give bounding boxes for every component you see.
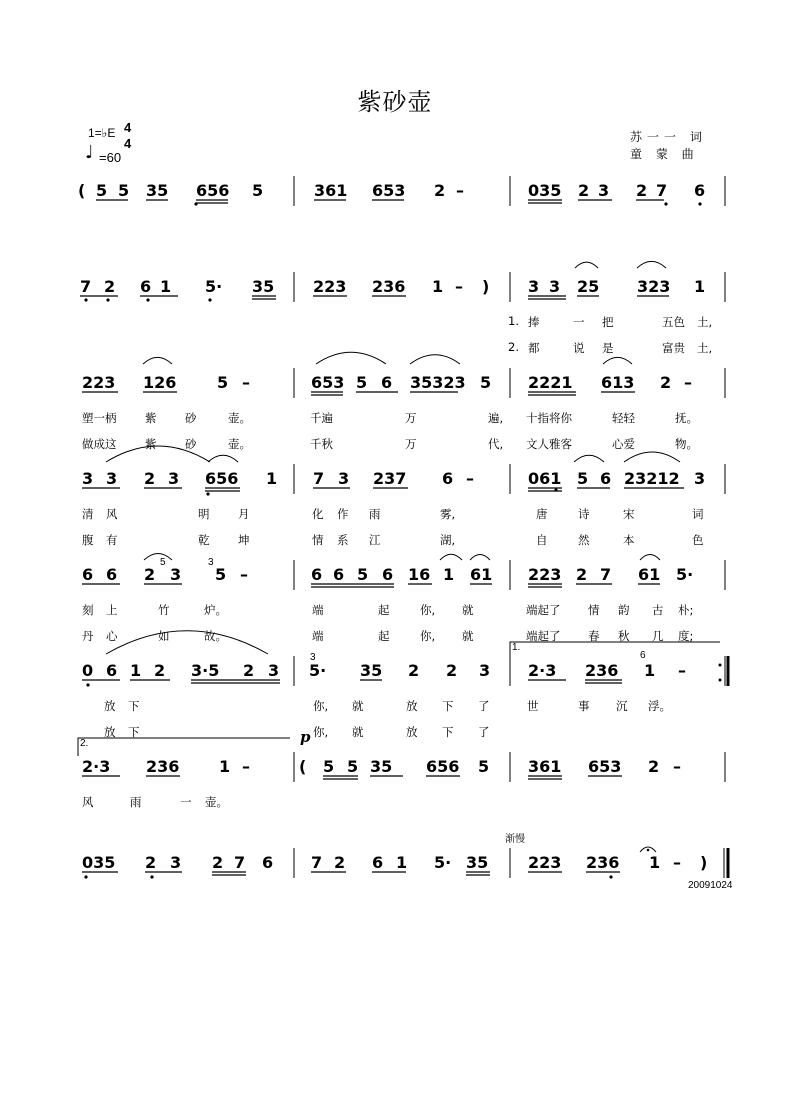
- note-s6-0: 2·3: [82, 757, 111, 776]
- lyric-s2-v0-4: 千遍: [310, 411, 333, 425]
- note-s1-9: –: [455, 277, 463, 296]
- fermata-dot: [647, 849, 650, 852]
- lyric-s5-v0-5: 下: [442, 699, 454, 713]
- lyric-s5-v0-1: 下: [128, 699, 140, 713]
- lyric-s2-v0-7: 十指将你: [526, 411, 572, 425]
- grace-note-3: 6: [640, 650, 646, 661]
- note-s7-0: 035: [82, 853, 116, 872]
- note-s6-7: 35: [370, 757, 393, 776]
- lyric-s2-v0-3: 壶。: [228, 411, 251, 425]
- volta-first-ending: 1.: [512, 642, 521, 653]
- grace-note-2: 3: [310, 652, 316, 663]
- lyric-s1-v0-0: 1.: [508, 314, 519, 328]
- note-s0-11: 2: [578, 181, 590, 200]
- note-s2-12: –: [684, 373, 692, 392]
- note-s0-15: 6: [694, 181, 706, 200]
- note-s1-7: 236: [372, 277, 406, 296]
- tempo-marking: =60: [99, 150, 122, 165]
- note-s1-13: 25: [577, 277, 600, 296]
- lyric-s4-v1-6: 你,: [420, 629, 436, 643]
- lyric-s4-v1-9: 春: [588, 629, 600, 643]
- note-s5-9: 2: [408, 661, 420, 680]
- lyric-s4-v1-2: 如: [158, 629, 170, 643]
- lyric-s6-v0-1: 雨: [130, 795, 142, 809]
- lyric-s4-v0-11: 古: [652, 603, 664, 617]
- octave-dot-8: [554, 488, 557, 491]
- lyric-s3-v0-3: 月: [238, 507, 250, 521]
- lyric-s3-v1-2: 乾: [198, 533, 210, 547]
- note-s4-6: 6: [311, 565, 323, 584]
- note-s4-15: 7: [600, 565, 612, 584]
- lyric-s3-v0-4: 化: [312, 507, 324, 521]
- note-s0-4: 656: [196, 181, 230, 200]
- note-s7-9: 1: [396, 853, 408, 872]
- octave-dot-10: [609, 875, 612, 878]
- lyric-s6-v0-0: 风: [82, 795, 94, 809]
- lyric-s3-v1-7: 湖,: [440, 533, 456, 547]
- lyric-s3-v1-10: 本: [623, 533, 635, 547]
- note-s6-8: 656: [426, 757, 460, 776]
- lyric-s5-v1-5: 下: [442, 725, 454, 739]
- lyric-s5-v0-3: 就: [352, 699, 364, 713]
- note-s6-1: 236: [146, 757, 180, 776]
- lyric-s4-v0-0: 刻: [82, 603, 94, 617]
- lyric-s2-v1-5: 万: [405, 437, 417, 451]
- lyric-s1-v0-4: 五色: [662, 315, 685, 329]
- note-s1-4: 5·: [205, 277, 223, 296]
- lyric-s2-v1-3: 壶。: [228, 437, 251, 451]
- slur-12: [470, 555, 490, 561]
- note-s4-5: –: [240, 565, 248, 584]
- note-s7-8: 6: [372, 853, 384, 872]
- note-s7-4: 7: [234, 853, 246, 872]
- note-s2-8: 5: [480, 373, 492, 392]
- slur-6: [106, 446, 210, 462]
- lyric-s4-v1-5: 起: [378, 629, 390, 643]
- note-s3-12: 5: [577, 469, 589, 488]
- note-s4-13: 223: [528, 565, 562, 584]
- lyric-s2-v1-1: 紫: [145, 437, 157, 451]
- lyric-s6-v0-3: 壶。: [205, 795, 228, 809]
- note-s4-10: 16: [408, 565, 431, 584]
- lyric-s4-v1-1: 心: [106, 629, 118, 643]
- note-s6-6: 5: [347, 757, 359, 776]
- note-s2-10: 613: [601, 373, 635, 392]
- lyric-s5-v0-0: 放: [104, 699, 116, 713]
- time-signature-bottom: 4: [124, 136, 132, 151]
- octave-dot-1: [664, 202, 667, 205]
- note-s3-14: 23212: [624, 469, 680, 488]
- note-s2-1: 126: [143, 373, 177, 392]
- note-s6-4: (: [299, 757, 307, 776]
- note-s6-12: 2: [648, 757, 660, 776]
- lyric-s4-v1-3: 故。: [204, 629, 227, 643]
- note-s5-11: 3: [479, 661, 491, 680]
- dynamic-piano: p: [300, 728, 311, 746]
- lyric-s2-v0-0: 塑一柄: [82, 411, 117, 425]
- lyric-s4-v0-1: 上: [106, 603, 118, 617]
- octave-dot-2: [698, 202, 701, 205]
- note-s6-11: 653: [588, 757, 622, 776]
- lyric-s2-v0-8: 轻轻: [612, 411, 635, 425]
- slur-14: [106, 631, 268, 654]
- note-s2-0: 223: [82, 373, 116, 392]
- note-s5-10: 2: [446, 661, 458, 680]
- lyricist-credit: 苏一一 词: [630, 130, 707, 144]
- note-s3-10: –: [466, 469, 474, 488]
- note-s4-2: 2: [144, 565, 156, 584]
- lyric-s2-v1-8: 心爱: [612, 437, 635, 451]
- note-s5-15: –: [678, 661, 686, 680]
- note-s7-13: 236: [586, 853, 620, 872]
- note-s2-11: 2: [660, 373, 672, 392]
- note-s7-1: 2: [145, 853, 157, 872]
- note-s4-14: 2: [576, 565, 588, 584]
- note-s6-10: 361: [528, 757, 562, 776]
- note-s4-1: 6: [106, 565, 118, 584]
- note-s1-5: 35: [252, 277, 275, 296]
- lyric-s3-v1-11: 色: [692, 533, 704, 547]
- lyric-s1-v0-1: 捧: [528, 315, 540, 329]
- note-s7-6: 7: [311, 853, 323, 872]
- slur-4: [410, 355, 460, 364]
- lyric-s1-v1-0: 2.: [508, 340, 519, 354]
- note-s1-6: 223: [313, 277, 347, 296]
- note-s1-3: 1: [160, 277, 172, 296]
- note-s5-12: 2·3: [528, 661, 557, 680]
- note-s2-2: 5: [217, 373, 229, 392]
- lyric-s5-v1-3: 就: [352, 725, 364, 739]
- lyric-s2-v0-1: 紫: [145, 411, 157, 425]
- lyric-s4-v1-11: 几: [652, 629, 664, 643]
- lyric-s3-v0-10: 宋: [623, 507, 635, 521]
- lyric-s4-v0-8: 端起了: [526, 603, 561, 617]
- slur-11: [440, 554, 462, 560]
- octave-dot-9: [86, 683, 89, 686]
- note-s4-12: 61: [470, 565, 493, 584]
- lyric-s4-v0-12: 朴;: [678, 603, 694, 617]
- time-signature-top: 4: [124, 120, 132, 135]
- note-s7-3: 2: [212, 853, 224, 872]
- lyric-s3-v1-8: 自: [536, 533, 548, 547]
- lyric-s2-v1-9: 物。: [675, 437, 698, 451]
- lyric-s3-v0-8: 唐: [536, 507, 548, 521]
- lyric-s4-v0-3: 炉。: [204, 603, 227, 617]
- note-s1-14: 323: [637, 277, 671, 296]
- lyric-s1-v1-1: 都: [528, 341, 540, 355]
- octave-dot-3: [84, 298, 87, 301]
- note-s0-0: (: [78, 181, 86, 200]
- lyric-s4-v0-10: 韵: [618, 603, 630, 617]
- note-s3-1: 3: [106, 469, 118, 488]
- slur-2: [143, 357, 172, 364]
- note-s1-11: 3: [528, 277, 540, 296]
- octave-dot-4: [106, 298, 109, 301]
- lyric-s2-v1-2: 砂: [185, 437, 197, 451]
- lyric-s4-v0-5: 起: [378, 603, 390, 617]
- lyric-s5-v1-2: 你,: [313, 725, 329, 739]
- lyric-s1-v0-3: 把: [602, 315, 614, 329]
- volta-bracket-1: [510, 642, 720, 660]
- lyric-s2-v1-6: 代,: [488, 437, 504, 451]
- lyric-s1-v1-4: 富贵: [662, 341, 685, 355]
- lyric-s5-v0-6: 了: [478, 699, 490, 713]
- note-s3-3: 3: [168, 469, 180, 488]
- lyric-s3-v1-0: 腹: [82, 533, 94, 547]
- note-s1-2: 6: [140, 277, 152, 296]
- octave-dot-0: [194, 202, 197, 205]
- note-s5-14: 1: [644, 661, 656, 680]
- note-s4-8: 5: [357, 565, 369, 584]
- note-s1-1: 2: [104, 277, 116, 296]
- lyric-s2-v0-2: 砂: [185, 411, 197, 425]
- octave-dot-11: [84, 875, 87, 878]
- grace-note-1: 3: [208, 557, 214, 568]
- note-s7-5: 6: [262, 853, 274, 872]
- lyric-s3-v0-1: 风: [106, 507, 118, 521]
- note-s3-0: 3: [82, 469, 94, 488]
- date-stamp: 20091024: [688, 880, 733, 891]
- lyric-s2-v1-0: 做成这: [82, 437, 117, 451]
- lyric-s5-v1-1: 下: [128, 725, 140, 739]
- page-title: 紫砂壶: [357, 88, 433, 116]
- lyric-s3-v0-11: 词: [692, 507, 704, 521]
- lyric-s6-v0-2: 一: [180, 795, 192, 809]
- note-s3-5: 1: [266, 469, 278, 488]
- slur-8: [574, 455, 604, 462]
- octave-dot-12: [150, 875, 153, 878]
- lyric-s3-v0-0: 清: [82, 507, 94, 521]
- slur-10: [144, 554, 172, 561]
- repeat-dot-bottom: [719, 679, 722, 682]
- lyric-s4-v1-12: 度;: [678, 629, 694, 643]
- lyric-s5-v0-7: 世: [527, 699, 539, 713]
- note-s5-1: 6: [106, 661, 118, 680]
- lyric-s4-v1-10: 秋: [618, 629, 630, 643]
- octave-dot-7: [206, 492, 209, 495]
- lyric-s1-v1-3: 是: [602, 341, 614, 355]
- lyric-s4-v1-0: 丹: [82, 629, 94, 643]
- note-s5-13: 236: [585, 661, 619, 680]
- note-s3-4: 656: [205, 469, 239, 488]
- note-s4-11: 1: [443, 565, 455, 584]
- note-s7-2: 3: [170, 853, 182, 872]
- note-s1-15: 1: [694, 277, 706, 296]
- note-s7-11: 35: [466, 853, 489, 872]
- slur-0: [575, 262, 598, 268]
- note-s4-16: 61: [638, 565, 661, 584]
- note-s7-15: –: [673, 853, 681, 872]
- lyric-s3-v0-7: 雾,: [440, 507, 456, 521]
- note-s0-1: 5: [96, 181, 108, 200]
- lyric-s3-v0-9: 诗: [578, 507, 590, 521]
- note-s3-2: 2: [144, 469, 156, 488]
- lyric-s5-v0-4: 放: [406, 699, 418, 713]
- note-s3-6: 7: [313, 469, 325, 488]
- note-s3-8: 237: [373, 469, 407, 488]
- lyric-s5-v1-0: 放: [104, 725, 116, 739]
- note-s6-13: –: [673, 757, 681, 776]
- note-s7-10: 5·: [434, 853, 452, 872]
- slur-13: [640, 555, 660, 561]
- note-s4-17: 5·: [676, 565, 694, 584]
- note-s3-11: 061: [528, 469, 562, 488]
- note-s4-4: 5: [215, 565, 227, 584]
- note-s0-6: 361: [314, 181, 348, 200]
- lyric-s3-v1-4: 情: [312, 533, 324, 547]
- lyric-s4-v0-6: 你,: [420, 603, 436, 617]
- note-s7-14: 1: [649, 853, 661, 872]
- lyric-s4-v0-7: 就: [462, 603, 474, 617]
- note-s6-9: 5: [478, 757, 490, 776]
- note-s6-3: –: [242, 757, 250, 776]
- note-s2-4: 653: [311, 373, 345, 392]
- note-s1-0: 7: [80, 277, 92, 296]
- note-s0-2: 5: [118, 181, 130, 200]
- note-s7-7: 2: [334, 853, 346, 872]
- note-s1-12: 3: [549, 277, 561, 296]
- note-s2-3: –: [242, 373, 250, 392]
- note-s6-5: 5: [323, 757, 335, 776]
- note-s5-0: 0: [82, 661, 94, 680]
- lyric-s1-v0-2: 一: [573, 315, 585, 329]
- note-s4-7: 6: [333, 565, 345, 584]
- octave-dot-5: [146, 298, 149, 301]
- lyric-s4-v0-2: 竹: [158, 603, 170, 617]
- note-s0-13: 2: [636, 181, 648, 200]
- note-s3-9: 6: [442, 469, 454, 488]
- lyric-s2-v0-5: 万: [405, 411, 417, 425]
- volta-bracket-2: [78, 738, 290, 756]
- note-s3-13: 6: [600, 469, 612, 488]
- note-s5-4: 3·5: [191, 661, 220, 680]
- slur-9: [624, 452, 680, 462]
- lyric-s3-v1-5: 系: [337, 533, 349, 547]
- note-s5-7: 5·: [309, 661, 327, 680]
- lyric-s3-v1-3: 坤: [238, 533, 250, 547]
- note-s4-9: 6: [382, 565, 394, 584]
- note-s4-3: 3: [170, 565, 182, 584]
- note-s3-15: 3: [694, 469, 706, 488]
- note-s0-12: 3: [598, 181, 610, 200]
- slur-3: [316, 352, 386, 364]
- note-s7-16: ): [700, 853, 708, 872]
- note-s1-8: 1: [432, 277, 444, 296]
- note-s5-5: 2: [243, 661, 255, 680]
- lyric-s4-v1-4: 端: [312, 629, 324, 643]
- note-s5-8: 35: [360, 661, 383, 680]
- note-s6-2: 1: [219, 757, 231, 776]
- lyric-s2-v1-7: 文人雅客: [526, 437, 572, 451]
- lyric-s5-v1-6: 了: [478, 725, 490, 739]
- note-s2-5: 5: [356, 373, 368, 392]
- lyric-s5-v0-9: 沉: [616, 699, 628, 713]
- note-s7-12: 223: [528, 853, 562, 872]
- note-s3-7: 3: [338, 469, 350, 488]
- lyric-s5-v1-4: 放: [406, 725, 418, 739]
- composer-credit: 童 蒙 曲: [630, 147, 699, 161]
- repeat-dot-top: [719, 664, 722, 667]
- octave-dot-6: [208, 298, 211, 301]
- note-s2-9: 2221: [528, 373, 573, 392]
- note-s0-10: 035: [528, 181, 562, 200]
- note-s2-6: 6: [381, 373, 393, 392]
- volta-second-ending: 2.: [80, 738, 89, 749]
- note-s5-2: 1: [130, 661, 142, 680]
- lyric-s4-v1-8: 端起了: [526, 629, 561, 643]
- grace-note-0: 5: [160, 557, 166, 568]
- lyric-s3-v1-1: 有: [106, 533, 118, 547]
- lyric-s3-v1-9: 然: [578, 533, 590, 547]
- lyric-s4-v1-7: 就: [462, 629, 474, 643]
- note-s4-0: 6: [82, 565, 94, 584]
- lyric-s3-v1-6: 江: [369, 533, 381, 547]
- lyric-s3-v0-6: 雨: [369, 507, 381, 521]
- slur-5: [603, 357, 632, 364]
- slur-1: [637, 261, 666, 268]
- lyric-s3-v0-2: 明: [198, 507, 210, 521]
- note-s2-7: 35323: [410, 373, 466, 392]
- slur-7: [208, 455, 238, 462]
- note-s1-10: ): [482, 277, 490, 296]
- note-s0-9: –: [456, 181, 464, 200]
- lyric-s1-v1-2: 说: [573, 341, 585, 355]
- note-s0-5: 5: [252, 181, 264, 200]
- lyric-s4-v0-9: 情: [588, 603, 600, 617]
- expression-ritardando: 渐慢: [505, 834, 525, 845]
- note-s5-3: 2: [154, 661, 166, 680]
- note-s0-8: 2: [434, 181, 446, 200]
- lyric-s4-v0-4: 端: [312, 603, 324, 617]
- quarter-note-icon: ♩: [85, 142, 94, 163]
- note-s0-14: 7: [656, 181, 668, 200]
- lyric-s1-v1-5: 土,: [697, 341, 713, 355]
- lyric-s5-v0-10: 浮。: [648, 699, 671, 713]
- lyric-s1-v0-5: 土,: [697, 315, 713, 329]
- lyric-s5-v0-2: 你,: [313, 699, 329, 713]
- key-signature: 1=♭E: [88, 126, 116, 140]
- lyric-s3-v0-5: 作: [337, 507, 349, 521]
- note-s5-6: 3: [268, 661, 280, 680]
- lyric-s5-v0-8: 事: [578, 699, 590, 713]
- lyric-s2-v1-4: 千秋: [310, 437, 333, 451]
- note-s0-7: 653: [372, 181, 406, 200]
- note-s0-3: 35: [146, 181, 169, 200]
- lyric-s2-v0-6: 遍,: [488, 411, 504, 425]
- lyric-s2-v0-9: 抚。: [675, 411, 698, 425]
